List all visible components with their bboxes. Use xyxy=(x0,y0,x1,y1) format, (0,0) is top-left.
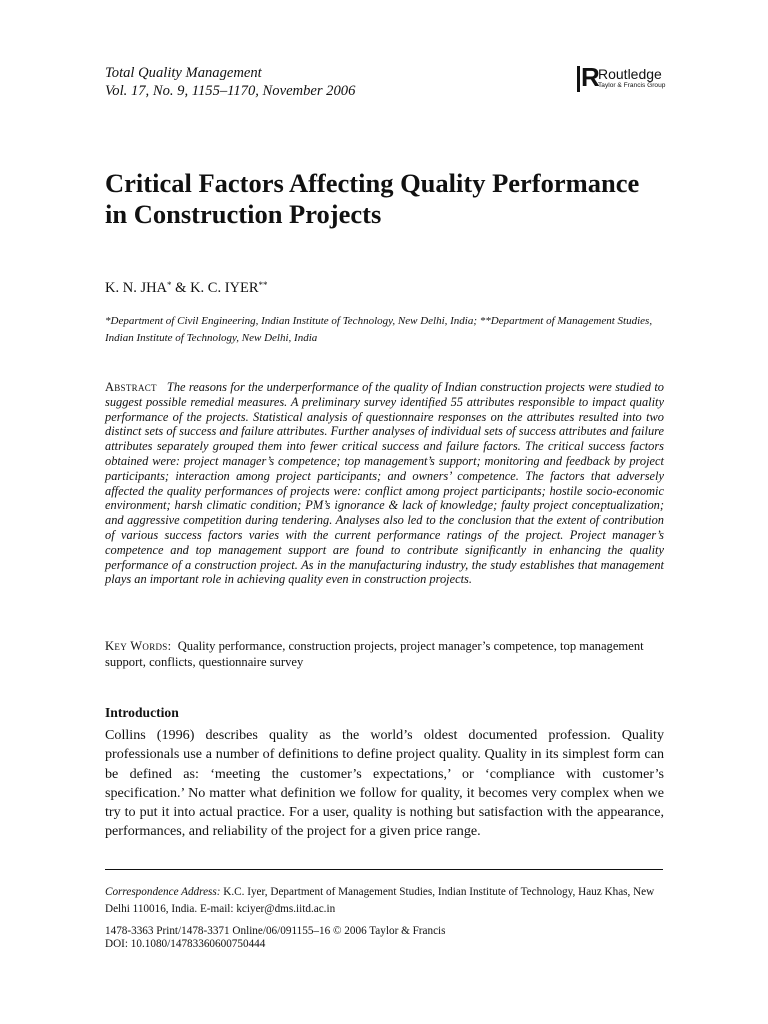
author-1-mark: * xyxy=(167,280,172,290)
keywords-text: Quality performance, construction projects, project manager’s competence, top management support, conflicts, questionnaire survey xyxy=(105,639,644,669)
author-2: K. C. IYER xyxy=(190,280,259,296)
introduction-paragraph: Collins (1996) describes quality as the world’s oldest documented profession. Quality professionals use a number of definitions to define project quality. Quality in its simplest form can be defined as: ‘meeting the customer’s expectations,’ or ‘compliance with customer’s specification.’ No matter what definition we follow for quality, it becomes very complex when we try to put it into actual practice. For a user, quality is nothing but satisfaction with the appearance, performances, and reliability of the project for a given price range. xyxy=(105,727,664,840)
publisher-name: Routledge xyxy=(598,66,662,82)
journal-volume: Vol. 17, No. 9, 1155–1170, November 2006 xyxy=(105,83,356,99)
author-line xyxy=(105,276,268,297)
publisher-group: Taylor & Francis Group xyxy=(598,82,666,89)
keywords-label: Key Words: xyxy=(105,639,172,653)
issn-line: 1478-3363 Print/1478-3371 Online/06/091155–16 © 2006 Taylor & Francis xyxy=(105,925,446,937)
footnote-divider xyxy=(105,869,663,870)
section-heading-introduction: Introduction xyxy=(105,705,179,720)
abstract xyxy=(105,380,664,587)
abstract-label: Abstract xyxy=(105,380,157,394)
routledge-r-icon: R xyxy=(577,66,595,92)
keywords xyxy=(105,638,664,670)
journal-header xyxy=(105,64,355,100)
article-title: Critical Factors Affecting Quality Performance in Construction Projects xyxy=(105,168,640,229)
correspondence-note xyxy=(105,884,664,918)
author-2-mark: ** xyxy=(258,280,268,290)
author-join: & xyxy=(171,280,191,296)
correspondence-text: K.C. Iyer, Department of Management Studies, Indian Institute of Technology, Hauz Khas, New Delhi 110016, India. E-mail: kciyer@dms.iitd.ac.in xyxy=(105,886,655,915)
doi-line: DOI: 10.1080/14783360600750444 xyxy=(105,938,266,950)
author-1: K. N. JHA xyxy=(105,280,168,296)
affiliations: *Department of Civil Engineering, Indian Institute of Technology, New Delhi, India; **Department of Management Studies, Indian Institute of Technology, New Delhi, India xyxy=(105,315,653,344)
routledge-logo xyxy=(577,62,687,94)
correspondence-label: Correspondence Address: xyxy=(105,886,221,898)
abstract-text: The reasons for the underperformance of the quality of Indian construction projects were studied to suggest possible remedial measures. A preliminary survey identified 55 attributes responsible to impact quality performance of the projects. Statistical analysis of questionnaire responses on the attributes resulted into two distinct sets of success and failure attributes. Further analyses of individual sets of success attributes and failure attributes separately grouped them into fewer critical success and failure factors. The critical success factors obtained were: project manager’s competence; top management’s support; monitoring and feedback by project participants; interaction among project participants; and owners’ competence. The factors that adversely affected the quality performances of projects were: conflict among project participants; hostile socio-economic environment; harsh climatic condition; PM’s ignorance & lack of knowledge; faulty project conceptualization; and aggressive competition during tendering. Analyses also led to the conclusion that the extent of contribution of various success factors varies with the current performance ratings of the project. Project manager’s competence and top management support are found to contribute significantly in enhancing the quality performance of a construction project. As in the manufacturing industry, the study establishes that management plays an important role in achieving quality even in construction projects. xyxy=(105,380,664,587)
publication-info xyxy=(105,925,446,951)
journal-name: Total Quality Management xyxy=(105,65,262,81)
